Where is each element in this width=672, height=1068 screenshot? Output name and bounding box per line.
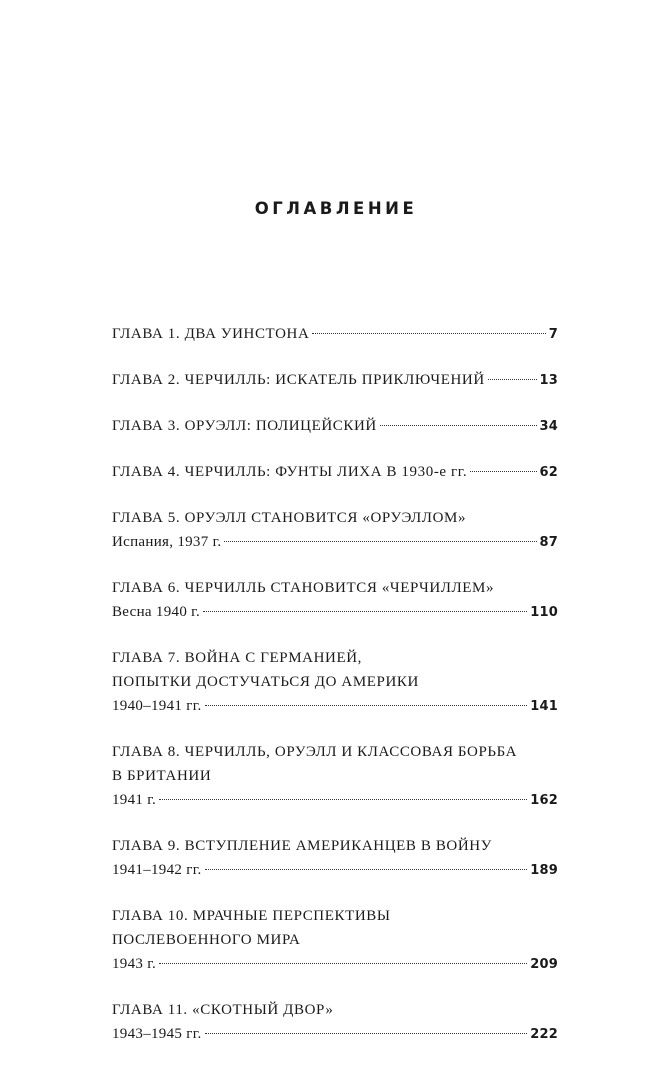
chapter-title: ГЛАВА 11. «СКОТНЫЙ ДВОР» [112, 1002, 334, 1018]
page-number: 189 [530, 863, 558, 878]
page-number: 141 [530, 699, 558, 714]
chapter-subtitle: 1943–1945 гг. [112, 1026, 202, 1042]
page-title: ОГЛАВЛЕНИЕ [254, 199, 418, 218]
toc-entry[interactable] [112, 998, 558, 1046]
toc-entry[interactable] [112, 576, 558, 624]
toc-entry-last-line [112, 952, 558, 976]
toc-entry[interactable] [112, 368, 558, 392]
dot-leader [224, 541, 536, 542]
toc-entry-line [112, 646, 558, 670]
toc-entry-last-line [112, 460, 558, 484]
chapter-subtitle: 1941 г. [112, 792, 157, 808]
toc-entry-line [112, 576, 558, 600]
page-number: 162 [530, 793, 558, 808]
toc-entry-last-line [112, 788, 558, 812]
toc-entry[interactable] [112, 740, 558, 812]
toc-entry[interactable] [112, 834, 558, 882]
chapter-subtitle: ПОСЛЕВОЕННОГО МИРА [112, 932, 301, 948]
chapter-title: ГЛАВА 9. ВСТУПЛЕНИЕ АМЕРИКАНЦЕВ В ВОЙНУ [112, 838, 492, 854]
chapter-subtitle: 1943 г. [112, 956, 157, 972]
chapter-subtitle: 1940–1941 гг. [112, 698, 202, 714]
page-number: 110 [530, 605, 558, 620]
chapter-title: ГЛАВА 1. ДВА УИНСТОНА [112, 326, 310, 342]
table-of-contents [112, 322, 558, 1068]
toc-entry-last-line [112, 600, 558, 624]
toc-entry-line [112, 740, 558, 764]
chapter-title: ГЛАВА 10. МРАЧНЫЕ ПЕРСПЕКТИВЫ [112, 908, 391, 924]
page-number: 209 [530, 957, 558, 972]
dot-leader [312, 333, 545, 334]
dot-leader [159, 963, 527, 964]
toc-entry[interactable] [112, 904, 558, 976]
dot-leader [488, 379, 537, 380]
dot-leader [205, 1033, 528, 1034]
page-number: 222 [530, 1027, 558, 1042]
toc-entry-last-line [112, 414, 558, 438]
toc-entry-line [112, 670, 558, 694]
toc-entry-line [112, 764, 558, 788]
page-number: 87 [539, 535, 558, 550]
toc-entry-line [112, 904, 558, 928]
dot-leader [470, 471, 536, 472]
page-number: 13 [539, 373, 558, 388]
toc-entry-last-line [112, 858, 558, 882]
dot-leader [205, 869, 528, 870]
toc-entry-last-line [112, 530, 558, 554]
toc-entry[interactable] [112, 460, 558, 484]
toc-entry-last-line [112, 368, 558, 392]
chapter-title: ГЛАВА 5. ОРУЭЛЛ СТАНОВИТСЯ «ОРУЭЛЛОМ» [112, 510, 467, 526]
chapter-subtitle: Весна 1940 г. [112, 604, 200, 620]
toc-entry-line [112, 506, 558, 530]
dot-leader [159, 799, 527, 800]
chapter-title: ГЛАВА 6. ЧЕРЧИЛЛЬ СТАНОВИТСЯ «ЧЕРЧИЛЛЕМ» [112, 580, 495, 596]
toc-entry[interactable] [112, 322, 558, 346]
page-number: 34 [539, 419, 558, 434]
toc-entry-last-line [112, 1022, 558, 1046]
page-number: 7 [548, 327, 558, 342]
chapter-subtitle: Испания, 1937 г. [112, 534, 222, 550]
toc-entry-line [112, 834, 558, 858]
toc-entry[interactable] [112, 414, 558, 438]
toc-entry-line [112, 928, 558, 952]
chapter-subtitle: 1941–1942 гг. [112, 862, 202, 878]
toc-entry[interactable] [112, 646, 558, 718]
page-number: 62 [539, 465, 558, 480]
dot-leader [205, 705, 528, 706]
dot-leader [203, 611, 527, 612]
toc-entry[interactable] [112, 506, 558, 554]
toc-entry-last-line [112, 694, 558, 718]
dot-leader [380, 425, 537, 426]
chapter-title: ГЛАВА 7. ВОЙНА С ГЕРМАНИЕЙ, [112, 650, 362, 666]
chapter-title: ГЛАВА 3. ОРУЭЛЛ: ПОЛИЦЕЙСКИЙ [112, 418, 377, 434]
chapter-title: ГЛАВА 2. ЧЕРЧИЛЛЬ: ИСКАТЕЛЬ ПРИКЛЮЧЕНИЙ [112, 372, 485, 388]
chapter-title: ГЛАВА 4. ЧЕРЧИЛЛЬ: ФУНТЫ ЛИХА В 1930-е гг. [112, 464, 468, 480]
chapter-subtitle: ПОПЫТКИ ДОСТУЧАТЬСЯ ДО АМЕРИКИ [112, 674, 419, 690]
toc-entry-line [112, 998, 558, 1022]
chapter-subtitle: В БРИТАНИИ [112, 768, 212, 784]
toc-entry-last-line [112, 322, 558, 346]
chapter-title: ГЛАВА 8. ЧЕРЧИЛЛЬ, ОРУЭЛЛ И КЛАССОВАЯ БОРЬБА [112, 744, 518, 760]
